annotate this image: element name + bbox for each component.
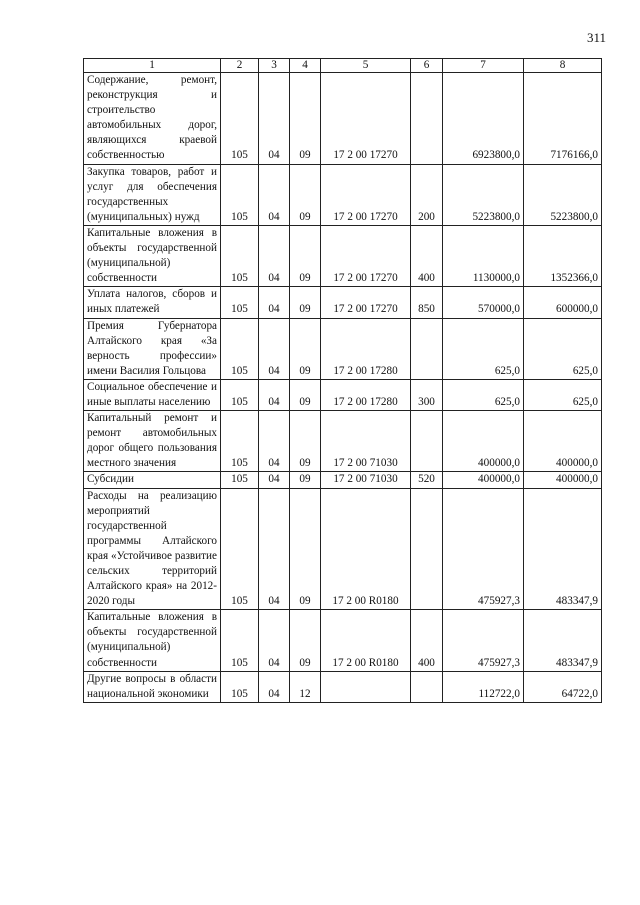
- section-code: 04: [259, 318, 290, 379]
- section-code: 04: [259, 225, 290, 286]
- row-name: Капитальный ремонт и ремонт автомобильных дорог общего пользования местного значения: [84, 411, 221, 472]
- subsection-code: 09: [290, 488, 321, 610]
- column-header: 2: [221, 59, 259, 73]
- column-header: 4: [290, 59, 321, 73]
- ministry-code: 105: [221, 164, 259, 225]
- amount-year-1: 400000,0: [443, 472, 524, 488]
- table-row: [84, 610, 602, 671]
- row-name: Уплата налогов, сборов и иных платежей: [84, 287, 221, 318]
- page-number: 311: [586, 30, 606, 45]
- header-row: [84, 59, 602, 73]
- subsection-code: 09: [290, 164, 321, 225]
- amount-year-1: 625,0: [443, 379, 524, 410]
- section-code: 04: [259, 73, 290, 165]
- table-row: [84, 287, 602, 318]
- amount-year-2: 7176166,0: [524, 73, 602, 165]
- row-name: Другие вопросы в области национальной экономики: [84, 671, 221, 702]
- section-code: 04: [259, 287, 290, 318]
- ministry-code: 105: [221, 472, 259, 488]
- amount-year-1: 625,0: [443, 318, 524, 379]
- row-name: Содержание, ремонт, реконструкция и строительство автомобильных дорог, являющихся краевой собственностью: [84, 73, 221, 165]
- section-code: 04: [259, 671, 290, 702]
- amount-year-2: 625,0: [524, 318, 602, 379]
- subsection-code: 09: [290, 472, 321, 488]
- ministry-code: 105: [221, 318, 259, 379]
- ministry-code: 105: [221, 488, 259, 610]
- amount-year-2: 1352366,0: [524, 225, 602, 286]
- ministry-code: 105: [221, 287, 259, 318]
- table-row: [84, 73, 602, 165]
- section-code: 04: [259, 411, 290, 472]
- section-code: 04: [259, 488, 290, 610]
- target-article-code: 17 2 00 R0180: [321, 610, 411, 671]
- section-code: 04: [259, 164, 290, 225]
- amount-year-2: 64722,0: [524, 671, 602, 702]
- amount-year-2: 483347,9: [524, 488, 602, 610]
- row-name: Закупка товаров, работ и услуг для обеспечения государственных (муниципальных) нужд: [84, 164, 221, 225]
- row-name: Капитальные вложения в объекты государственной (муниципальной) собственности: [84, 610, 221, 671]
- expense-type-code: [411, 488, 443, 610]
- table-row: [84, 671, 602, 702]
- row-name: Премия Губернатора Алтайского края «За верность профессии» имени Василия Гольцова: [84, 318, 221, 379]
- amount-year-1: 5223800,0: [443, 164, 524, 225]
- row-name: Капитальные вложения в объекты государственной (муниципальной) собственности: [84, 225, 221, 286]
- target-article-code: 17 2 00 17280: [321, 318, 411, 379]
- target-article-code: 17 2 00 71030: [321, 472, 411, 488]
- section-code: 04: [259, 379, 290, 410]
- expense-type-code: 400: [411, 225, 443, 286]
- amount-year-2: 600000,0: [524, 287, 602, 318]
- expense-type-code: [411, 73, 443, 165]
- row-name: Социальное обеспечение и иные выплаты населению: [84, 379, 221, 410]
- amount-year-1: 112722,0: [443, 671, 524, 702]
- row-name: Расходы на реализацию мероприятий государственной программы Алтайского края «Устойчивое развитие сельских территорий Алтайского края» на 2012-2020 годы: [84, 488, 221, 610]
- ministry-code: 105: [221, 671, 259, 702]
- target-article-code: 17 2 00 17280: [321, 379, 411, 410]
- section-code: 04: [259, 610, 290, 671]
- table-row: [84, 488, 602, 610]
- section-code: 04: [259, 472, 290, 488]
- column-header: 6: [411, 59, 443, 73]
- table-row: [84, 411, 602, 472]
- column-header: 3: [259, 59, 290, 73]
- expense-type-code: 850: [411, 287, 443, 318]
- table-row: [84, 472, 602, 488]
- table-row: [84, 318, 602, 379]
- row-name: Субсидии: [84, 472, 221, 488]
- amount-year-1: 570000,0: [443, 287, 524, 318]
- amount-year-1: 1130000,0: [443, 225, 524, 286]
- column-header: 8: [524, 59, 602, 73]
- amount-year-1: 475927,3: [443, 610, 524, 671]
- amount-year-1: 400000,0: [443, 411, 524, 472]
- amount-year-2: 400000,0: [524, 411, 602, 472]
- amount-year-2: 5223800,0: [524, 164, 602, 225]
- subsection-code: 09: [290, 411, 321, 472]
- subsection-code: 09: [290, 379, 321, 410]
- column-header: 1: [84, 59, 221, 73]
- subsection-code: 09: [290, 225, 321, 286]
- target-article-code: [321, 671, 411, 702]
- ministry-code: 105: [221, 411, 259, 472]
- amount-year-1: 6923800,0: [443, 73, 524, 165]
- amount-year-2: 625,0: [524, 379, 602, 410]
- target-article-code: 17 2 00 71030: [321, 411, 411, 472]
- subsection-code: 09: [290, 610, 321, 671]
- subsection-code: 09: [290, 73, 321, 165]
- amount-year-1: 475927,3: [443, 488, 524, 610]
- ministry-code: 105: [221, 610, 259, 671]
- ministry-code: 105: [221, 379, 259, 410]
- expense-type-code: [411, 671, 443, 702]
- expense-type-code: 520: [411, 472, 443, 488]
- subsection-code: 09: [290, 318, 321, 379]
- expense-type-code: [411, 411, 443, 472]
- expense-type-code: 400: [411, 610, 443, 671]
- amount-year-2: 400000,0: [524, 472, 602, 488]
- expense-type-code: [411, 318, 443, 379]
- target-article-code: 17 2 00 17270: [321, 164, 411, 225]
- expense-type-code: 200: [411, 164, 443, 225]
- table-row: [84, 379, 602, 410]
- target-article-code: 17 2 00 17270: [321, 287, 411, 318]
- target-article-code: 17 2 00 R0180: [321, 488, 411, 610]
- table-row: [84, 164, 602, 225]
- expense-type-code: 300: [411, 379, 443, 410]
- ministry-code: 105: [221, 225, 259, 286]
- subsection-code: 09: [290, 287, 321, 318]
- column-header: 7: [443, 59, 524, 73]
- ministry-code: 105: [221, 73, 259, 165]
- column-header: 5: [321, 59, 411, 73]
- table-row: [84, 225, 602, 286]
- subsection-code: 12: [290, 671, 321, 702]
- budget-table: [83, 58, 602, 703]
- target-article-code: 17 2 00 17270: [321, 73, 411, 165]
- amount-year-2: 483347,9: [524, 610, 602, 671]
- target-article-code: 17 2 00 17270: [321, 225, 411, 286]
